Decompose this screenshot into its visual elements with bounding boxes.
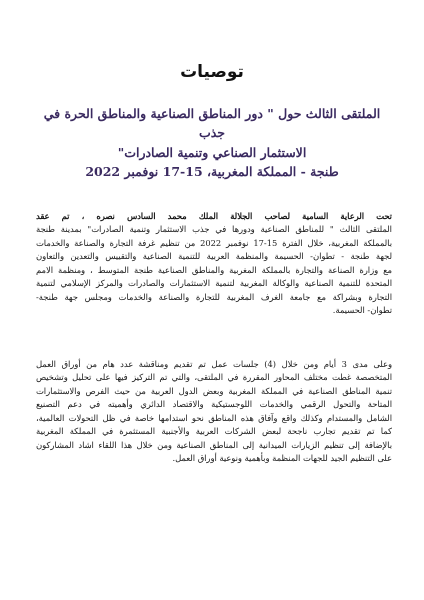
- event-subtitle: [40, 104, 384, 182]
- paragraph-line: على التنظيم الجيد للجهات المنظمة وبأهمية ونوعية أوراق العمل.: [172, 453, 392, 464]
- paragraph-line: بالمملكة المغربية، خلال الفترة 15-17 نوفمبر 2022 من تنظيم غرفة التجارة والصناعة والخدمات: [36, 237, 392, 248]
- paragraph-line: كما تم تقديم تجارب ناجحة لبعض الشركات العربية والأجنبية المستثمرة في المملكة المغربية: [36, 426, 392, 437]
- paragraph-line: المتاحة والتحول الرقمي والخدمات اللوجستيكية والاقتصاد الدائري وأهميته في دعم التصنيع: [36, 399, 392, 410]
- paragraph-line: مع وزارة الصناعة والتجارة بالمملكة المغربية والمناطق الصناعية طنجة المتوسط ، ومنظمة الامم: [36, 264, 392, 275]
- paragraph-line: بالإضافة إلى تنظيم الزيارات الميدانية إلى المناطق الصناعية ومن خلال هذا اللقاء اشاد المشاركون: [36, 439, 392, 450]
- paragraph-line: وعلى مدى 3 أيام ومن خلال (4) جلسات عمل تم تقديم ومناقشة عدد هام من أوراق العمل: [36, 359, 392, 369]
- subtitle-line: الملتقى الثالث حول " دور المناطق الصناعية والمناطق الحرة في جذب: [43, 106, 381, 141]
- paragraph-line: تنمية المناطق الصناعية في المملكة المغربية وبعض الدول العربية من حيث الفرص والاستثمارات: [36, 385, 392, 396]
- paragraph-line: الشامل والمستدام وكذلك واقع وآفاق هذه المناطق نحو استدامها خاصة في ظل التحولات العالمية،: [36, 412, 392, 423]
- subtitle-line: الاستثمار الصناعي وتنمية الصادرات": [117, 144, 307, 160]
- page-title: توصيات: [180, 62, 244, 82]
- paragraph-line: الملتقى الثالث " للمناطق الصناعية ودورها في جذب الاستثمار وتنمية الصادرات" بمدينة طنجة: [36, 224, 392, 235]
- paragraph-line: تطوان- الحسيمة.: [332, 305, 392, 316]
- paragraph-line: المتحدة للتنمية الصناعية والوكالة المغربية لتنمية الاستثمارات والصادرات والمركز الإسلامي لتنمية: [36, 278, 392, 289]
- paragraph-lead: تحت الرعاية السامية لصاحب الجلالة الملك محمد السادس نصره ، تم عقد: [36, 211, 392, 221]
- subtitle-line: طنجة - المملكة المغربية، 15-17 نوفمبر 2022: [85, 164, 339, 180]
- paragraph-line: المتخصصة غطت مختلف المحاور المقررة في الملتقى، والتي تم التركيز فيها على تحليل وتشخيص: [36, 372, 392, 383]
- paragraph-line: لجهة طنجة - تطوان- الحسيمة والمنظمة العربية للتنمية الصناعية والتقييس والتعدين والتعاون: [36, 251, 392, 262]
- paragraph-sessions: [36, 358, 392, 466]
- paragraph-line: التجارة وبشراكة مع جامعة الغرف المغربية للتجارة والصناعة والخدمات ومجلس جهة طنجة-: [36, 291, 392, 302]
- paragraph-opening: [36, 210, 392, 318]
